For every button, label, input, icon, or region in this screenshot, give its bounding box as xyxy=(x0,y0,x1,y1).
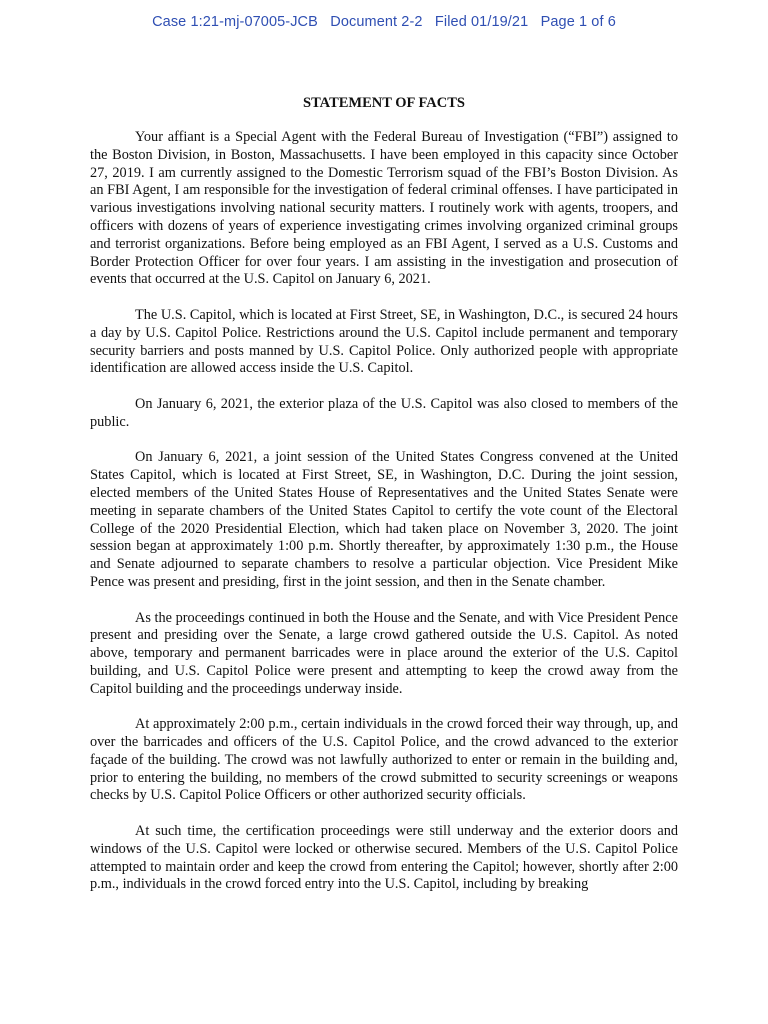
paragraph-affiant: Your affiant is a Special Agent with the Federal Bureau of Investigation (“FBI”) assigned to the Boston Division, in Boston, Massachusetts. I have been employed in this capacity since October 27, 2019. I am currently assigned to the Domestic Terrorism squad of the FBI’s Boston Division. As an FBI Agent, I am responsible for the investigation of federal criminal offenses. I have participated in various investigations involving national security matters. I routinely work with agents, troopers, and officers with dozens of years of experience investigating crimes involving organized criminal groups and terrorist organizations. Before being employed as an FBI Agent, I served as a U.S. Customs and Border Protection Officer for over four years. I am assisting in the investigation and prosecution of events that occurred at the U.S. Capitol on January 6, 2021. xyxy=(90,129,678,288)
paragraph-joint-session: On January 6, 2021, a joint session of the United States Congress convened at the United States Capitol, which is located at First Street, SE, in Washington, D.C. During the joint session, elected members of the United States House of Representatives and the United States Senate were meeting in separate chambers of the United States Capitol to certify the vote count of the Electoral College of the 2020 Presidential Election, which had taken place on November 3, 2020. The joint session began at approximately 1:00 p.m. Shortly thereafter, by approximately 1:30 p.m., the House and Senate adjourned to separate chambers to resolve a particular objection. Vice President Mike Pence was present and presiding, first in the joint session, and then in the Senate chamber. xyxy=(90,449,678,590)
document-body xyxy=(90,129,678,894)
paragraph-barricades-breached: At approximately 2:00 p.m., certain individuals in the crowd forced their way through, up, and over the barricades and officers of the U.S. Capitol Police, and the crowd advanced to the exterior façade of the building. The crowd was not lawfully authorized to enter or remain in the building and, prior to entering the building, no members of the crowd submitted to security screenings or weapons checks by U.S. Capitol Police Officers or other authorized security officials. xyxy=(90,716,678,804)
paragraph-capitol-security: The U.S. Capitol, which is located at First Street, SE, in Washington, D.C., is secured 24 hours a day by U.S. Capitol Police. Restrictions around the U.S. Capitol include permanent and temporary security barriers and posts manned by U.S. Capitol Police. Only authorized people with appropriate identification are allowed access inside the U.S. Capitol. xyxy=(90,306,678,377)
paragraph-crowd-gathered: As the proceedings continued in both the House and the Senate, and with Vice President Pence present and presiding over the Senate, a large crowd gathered outside the U.S. Capitol. As noted above, temporary and permanent barricades were in place around the exterior of the U.S. Capitol building, and U.S. Capitol Police were present and attempting to keep the crowd away from the Capitol building and the proceedings underway inside. xyxy=(90,609,678,697)
document-title: STATEMENT OF FACTS xyxy=(303,95,465,111)
paragraph-forced-entry: At such time, the certification proceedings were still underway and the exterior doors and windows of the U.S. Capitol were locked or otherwise secured. Members of the U.S. Capitol Police attempted to maintain order and keep the crowd from entering the Capitol; however, shortly after 2:00 p.m., individuals in the crowd forced entry into the U.S. Capitol, including by breaking xyxy=(90,823,678,893)
case-header: Case 1:21-mj-07005-JCB Document 2-2 Filed 01/19/21 Page 1 of 6 xyxy=(152,14,616,30)
paragraph-plaza-closed: On January 6, 2021, the exterior plaza of the U.S. Capitol was also closed to members of the public. xyxy=(90,395,678,430)
